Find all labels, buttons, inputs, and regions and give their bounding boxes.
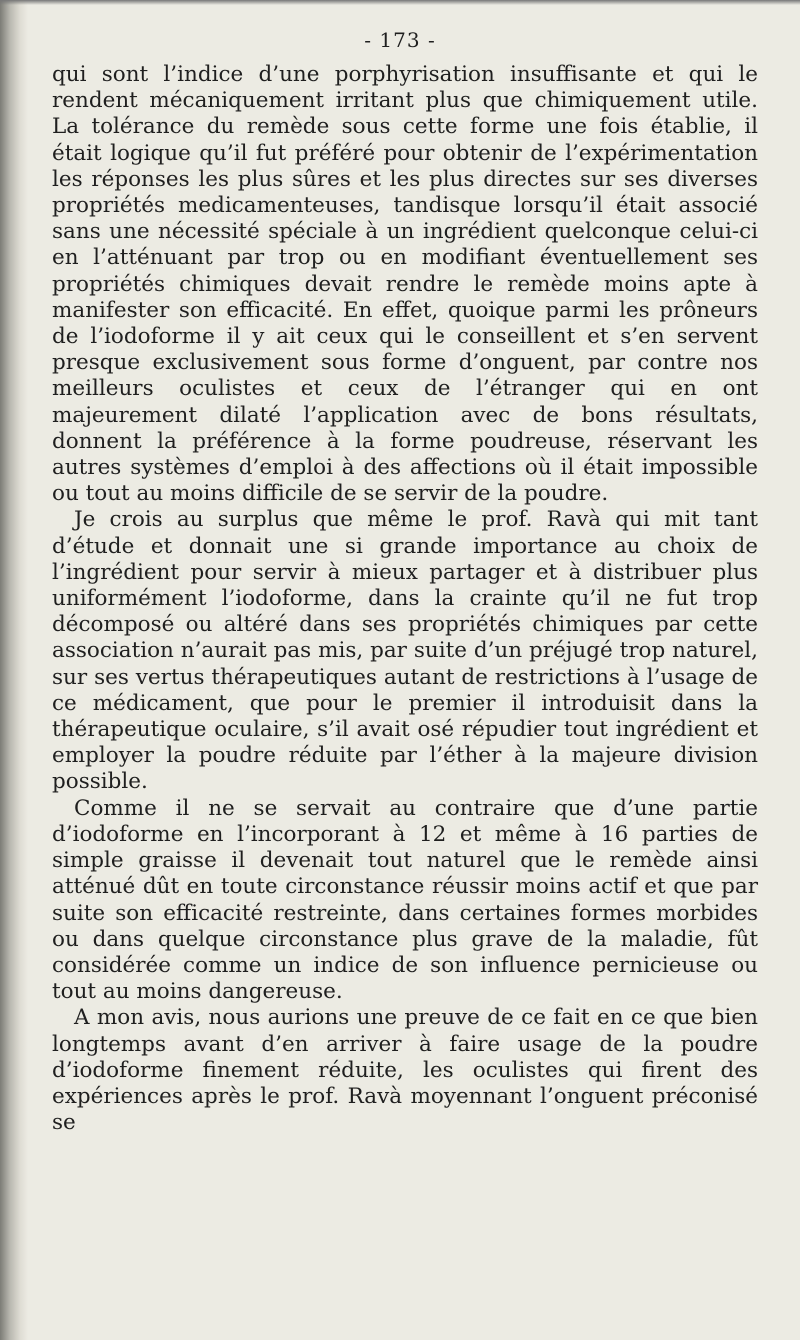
top-edge-shadow <box>0 0 800 5</box>
paragraph: Je crois au surplus que même le prof. Ravà qui mit tant d’étude et donnait une si grande importance au choix de l’ingrédient pour servir à mieux partager et à distribuer plus uniformément l’iodoforme, dans la crainte qu’il ne fut trop décomposé ou altéré dans ses propriétés chimiques par cette association n’aurait pas mis, par suite d’un préjugé trop naturel, sur ses vertus thérapeutiques autant de restrictions à l’usage de ce médicament, que pour le premier il introduisit dans la thérapeutique oculaire, s’il avait osé répudier tout ingrédient et employer la poudre réduite par l’éther à la majeure division possible. <box>52 507 758 795</box>
book-binding-shadow <box>0 0 28 1340</box>
paragraph: A mon avis, nous aurions une preuve de ce fait en ce que bien longtemps avant d’en arriver à faire usage de la poudre d’iodoforme finement réduite, les oculistes qui firent des expériences après le prof. Ravà moyennant l’onguent préconisé se <box>52 1005 758 1136</box>
paragraph: qui sont l’indice d’une porphyrisation insuffisante et qui le rendent mécaniquement irritant plus que chimiquement utile. La tolérance du remède sous cette forme une fois établie, il était logique qu’il fut préféré pour obtenir de l’expérimentation les réponses les plus sûres et les plus directes sur ses diverses propriétés medicamenteuses, tandisque lorsqu’il était associé sans une nécessité spéciale à un ingrédient quelconque celui-ci en l’atténuant par trop ou en modifiant éventuellement ses propriétés chimiques devait rendre le remède moins apte à manifester son efficacité. En effet, quoique parmi les prôneurs de l’iodoforme il y ait ceux qui le conseillent et s’en servent presque exclusivement sous forme d’onguent, par contre nos meilleurs oculistes et ceux de l’étranger qui en ont majeurement dilaté l’application avec de bons résultats, donnent la préférence à la forme poudreuse, réservant les autres systèmes d’emploi à des affections où il était impossible ou tout au moins difficile de se servir de la poudre. <box>52 62 758 507</box>
page-number: - 173 - <box>364 28 436 52</box>
paragraph: Comme il ne se servait au contraire que d’une partie d’iodoforme en l’incorporant à 12 et même à 16 parties de simple graisse il devenait tout naturel que le remède ainsi atténué dût en toute circonstance réussir moins actif et que par suite son efficacité restreinte, dans certaines formes morbides ou dans quelque circonstance plus grave de la maladie, fût considérée comme un indice de son influence pernicieuse ou tout au moins dangereuse. <box>52 795 758 1005</box>
body-text <box>52 62 758 1136</box>
